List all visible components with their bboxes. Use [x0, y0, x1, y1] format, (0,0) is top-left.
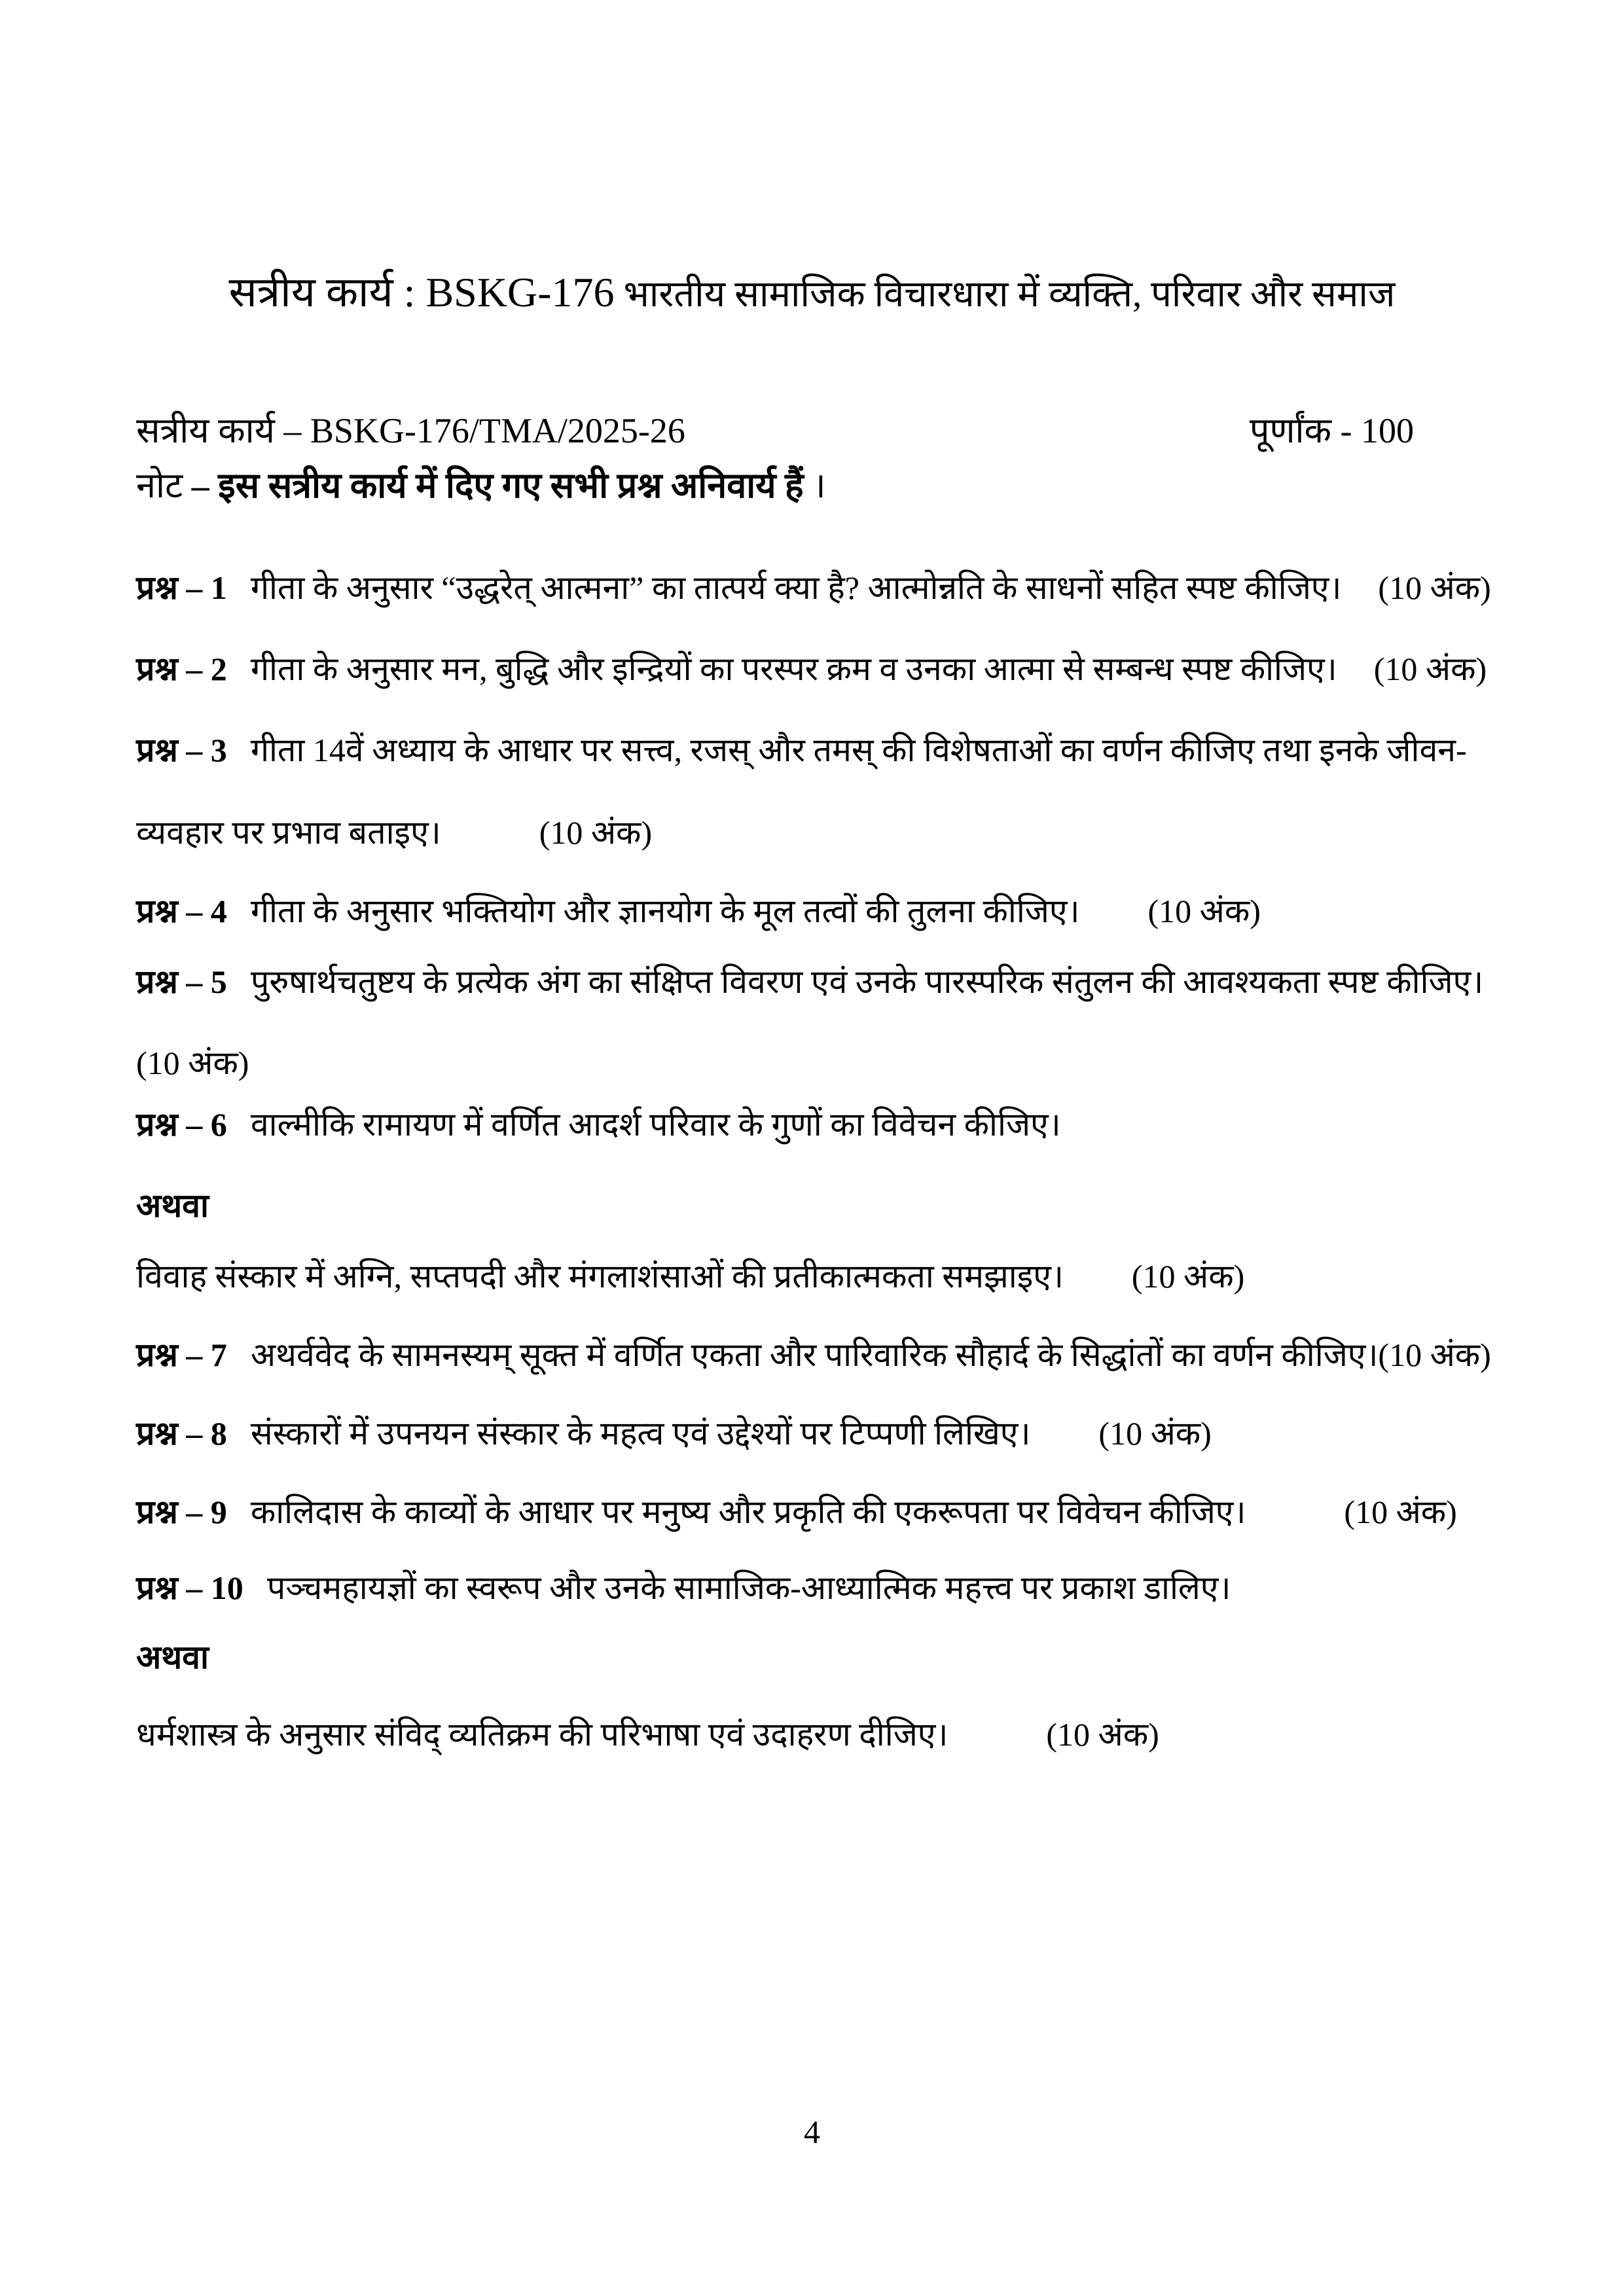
- or-label: अथवा: [136, 1639, 209, 1676]
- page-number: 4: [804, 2113, 820, 2150]
- marks-text: (10 अंक): [1131, 1258, 1245, 1295]
- note-line: [136, 459, 826, 508]
- alternative-question-row-6: [136, 1253, 1524, 1297]
- question-row-1: [136, 564, 1524, 609]
- question-text: संस्कारों में उपनयन संस्कार के महत्व एवं उद्देश्यों पर टिप्पणी लिखिए।: [250, 1415, 1031, 1452]
- question-row-7: [136, 1331, 1524, 1376]
- note-text: – इस सत्रीय कार्य में दिए गए सभी प्रश्न अनिवार्य हैं: [191, 466, 804, 505]
- title-course-code: सत्रीय कार्य : BSKG-176: [228, 269, 615, 315]
- question-row-9: [136, 1488, 1524, 1533]
- marks-text: (10 अंक): [136, 1045, 249, 1081]
- alternative-question-row-10: [136, 1711, 1524, 1755]
- question-row-5-marks: [136, 1039, 1524, 1084]
- marks-text: (10 अंक): [539, 814, 653, 851]
- question-text: कालिदास के काव्यों के आधार पर मनुष्य और प्रकृति की एकरूपता पर विवेचन कीजिए।: [250, 1494, 1246, 1530]
- question-row-5: [136, 958, 1524, 1003]
- continuation-text: व्यवहार पर प्रभाव बताइए।: [136, 814, 441, 851]
- marks-text: (10 अंक): [1378, 569, 1491, 606]
- marks-text: (10 अंक): [1373, 651, 1487, 687]
- question-row-8: [136, 1410, 1524, 1454]
- or-label: अथवा: [136, 1187, 209, 1224]
- question-row-3: [136, 726, 1524, 771]
- question-row-3-continuation: [136, 809, 1524, 853]
- question-label: प्रश्न – 4: [136, 893, 227, 929]
- or-row-1: [136, 1182, 1524, 1227]
- question-text: पञ्चमहायज्ञों का स्वरूप और उनके सामाजिक-आध्यात्मिक महत्त्व पर प्रकाश डालिए।: [266, 1570, 1231, 1606]
- question-row-4: [136, 888, 1524, 932]
- marks-text: (10 अंक): [1344, 1494, 1457, 1530]
- question-text: वाल्मीकि रामायण में वर्णित आदर्श परिवार के गुणों का विवेचन कीजिए।: [250, 1106, 1061, 1143]
- title-course-name: भारतीय सामाजिक विचारधारा में व्यक्ति, परिवार और समाज: [614, 274, 1396, 315]
- assignment-code: सत्रीय कार्य – BSKG-176/TMA/2025-26: [136, 411, 685, 450]
- note-suffix: ।: [803, 466, 826, 505]
- question-text: धर्मशास्त्र के अनुसार संविद् व्यतिक्रम की परिभाषा एवं उदाहरण दीजिए।: [136, 1716, 948, 1753]
- marks-text: (10 अंक): [1046, 1716, 1159, 1753]
- max-marks: पूर्णांक - 100: [1249, 411, 1414, 450]
- question-text: पुरुषार्थचतुष्टय के प्रत्येक अंग का संक्षिप्त विवरण एवं उनके पारस्परिक संतुलन की आवश्यकता स्पष्ट कीजिए।: [250, 963, 1484, 1000]
- question-label: प्रश्न – 9: [136, 1494, 227, 1530]
- or-row-2: [136, 1634, 1524, 1678]
- note-prefix: नोट: [136, 466, 192, 505]
- question-text: अथर्ववेद के सामनस्यम् सूक्त में वर्णित एकता और पारिवारिक सौहार्द के सिद्धांतों का वर्णन कीजिए।: [250, 1336, 1379, 1373]
- question-row-6: [136, 1101, 1524, 1145]
- question-label: प्रश्न – 5: [136, 963, 227, 1000]
- question-text: गीता के अनुसार “उद्धरेत् आत्मना” का तात्पर्य क्या है? आत्मोन्नति के साधनों सहित स्पष्ट कीजिए।: [250, 569, 1342, 606]
- question-label: प्रश्न – 7: [136, 1336, 227, 1373]
- question-label: प्रश्न – 8: [136, 1415, 227, 1452]
- question-row-2: [136, 645, 1524, 690]
- question-text: गीता के अनुसार भक्तियोग और ज्ञानयोग के मूल तत्वों की तुलना कीजिए।: [250, 893, 1080, 929]
- question-text: गीता के अनुसार मन, बुद्धि और इन्द्रियों का परस्पर क्रम व उनका आत्मा से सम्बन्ध स्पष्ट कीजिए।: [250, 651, 1337, 687]
- question-label: प्रश्न – 10: [136, 1570, 244, 1606]
- marks-text: (10 अंक): [1378, 1336, 1491, 1373]
- assignment-header: [136, 404, 1414, 453]
- question-row-10: [136, 1564, 1524, 1609]
- question-text: विवाह संस्कार में अग्नि, सप्तपदी और मंगलाशंसाओं की प्रतीकात्मकता समझाइए।: [136, 1258, 1064, 1295]
- question-label: प्रश्न – 6: [136, 1106, 227, 1143]
- marks-text: (10 अंक): [1147, 893, 1261, 929]
- question-label: प्रश्न – 3: [136, 732, 227, 768]
- question-label: प्रश्न – 1: [136, 569, 227, 606]
- document-title: [0, 262, 1624, 319]
- marks-text: (10 अंक): [1098, 1415, 1212, 1452]
- question-label: प्रश्न – 2: [136, 651, 227, 687]
- question-text: गीता 14वें अध्याय के आधार पर सत्त्व, रजस् और तमस् की विशेषताओं का वर्णन कीजिए तथा इनके जीवन-: [250, 732, 1467, 768]
